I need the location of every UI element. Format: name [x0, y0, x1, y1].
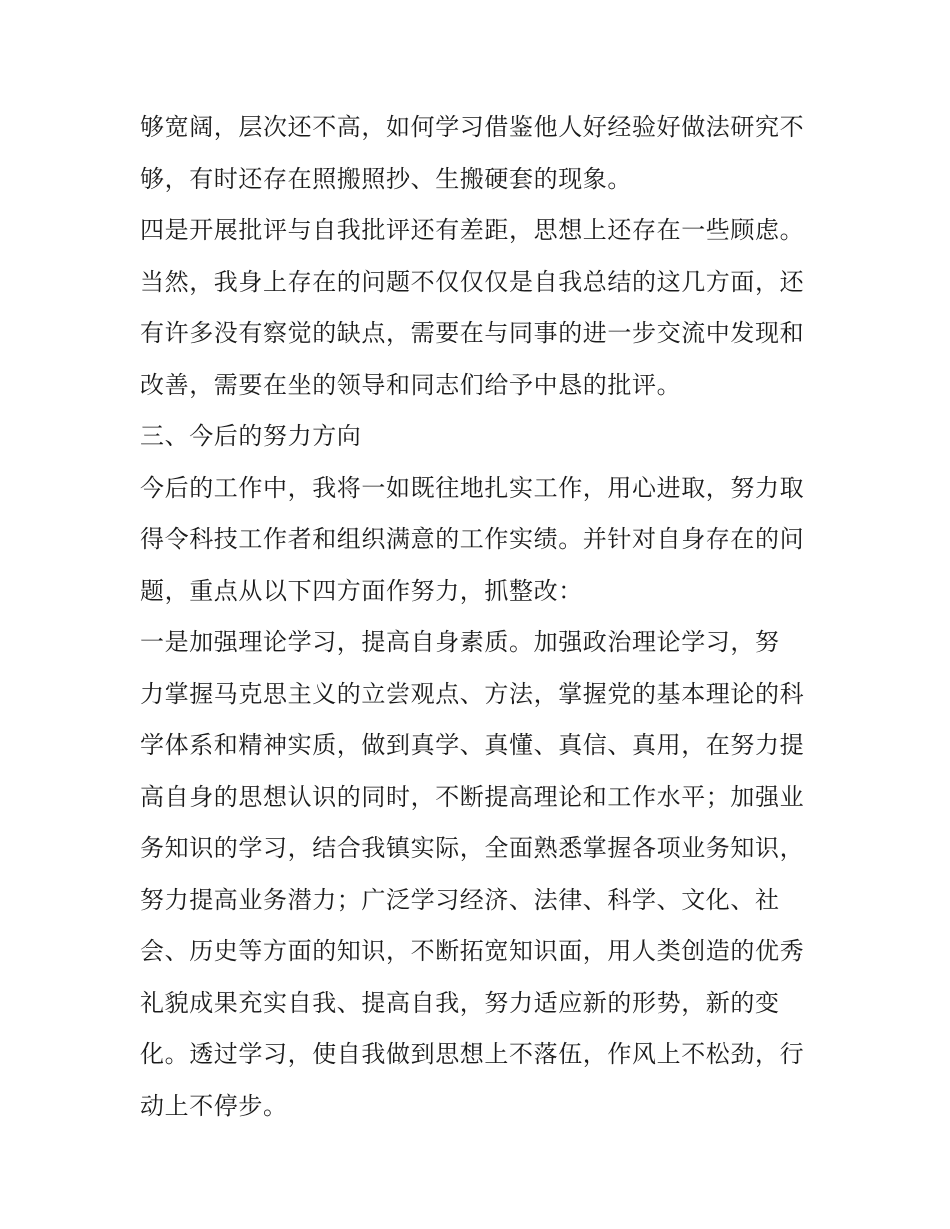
text-line-12: 力掌握马克思主义的立尝观点、方法，掌握党的基本理论的科 [140, 679, 805, 708]
section-heading: 三、今后的努力方向 [140, 422, 362, 450]
text-line-10: 题，重点从以下四方面作努力，抓整改： [140, 576, 583, 605]
text-line-9: 得令科技工作者和组织满意的工作实绩。并针对自身存在的问 [140, 525, 805, 553]
text-line-19: 化。透过学习，使自我做到思想上不落伍，作风上不松劲，行 [140, 1040, 805, 1068]
text-line-20: 动上不停步。 [140, 1091, 288, 1120]
text-line-18: 礼貌成果充实自我、提高自我，努力适应新的形势，新的变 [140, 988, 780, 1017]
text-line-13: 学体系和精神实质，做到真学、真懂、真信、真用，在努力提 [140, 731, 805, 759]
text-line-5: 有许多没有察觉的缺点，需要在与同事的进一步交流中发现和 [140, 319, 805, 347]
text-line-4: 当然，我身上存在的问题不仅仅仅是自我总结的这几方面，还 [140, 267, 805, 296]
text-line-16: 努力提高业务潜力；广泛学习经济、法律、科学、文化、社 [140, 885, 780, 914]
text-line-6: 改善，需要在坐的领导和同志们给予中恳的批评。 [140, 370, 682, 399]
text-line-1: 够宽阔，层次还不高，如何学习借鉴他人好经验好做法研究不 [140, 113, 805, 141]
text-line-11: 一是加强理论学习，提高自身素质。加强政治理论学习，努 [140, 628, 780, 656]
text-line-15: 务知识的学习，结合我镇实际，全面熟悉掌握各项业务知识， [140, 834, 805, 862]
text-line-2: 够，有时还存在照搬照抄、生搬硬套的现象。 [140, 164, 632, 193]
text-line-14: 高自身的思想认识的同时，不断提高理论和工作水平；加强业 [140, 782, 805, 811]
text-line-8: 今后的工作中，我将一如既往地扎实工作，用心进取，努力取 [140, 473, 805, 502]
document-body [140, 102, 840, 1132]
text-line-17: 会、历史等方面的知识，不断拓宽知识面，用人类创造的优秀 [140, 937, 805, 965]
text-line-3: 四是开展批评与自我批评还有差距，思想上还存在一些顾虑。 [140, 216, 805, 244]
